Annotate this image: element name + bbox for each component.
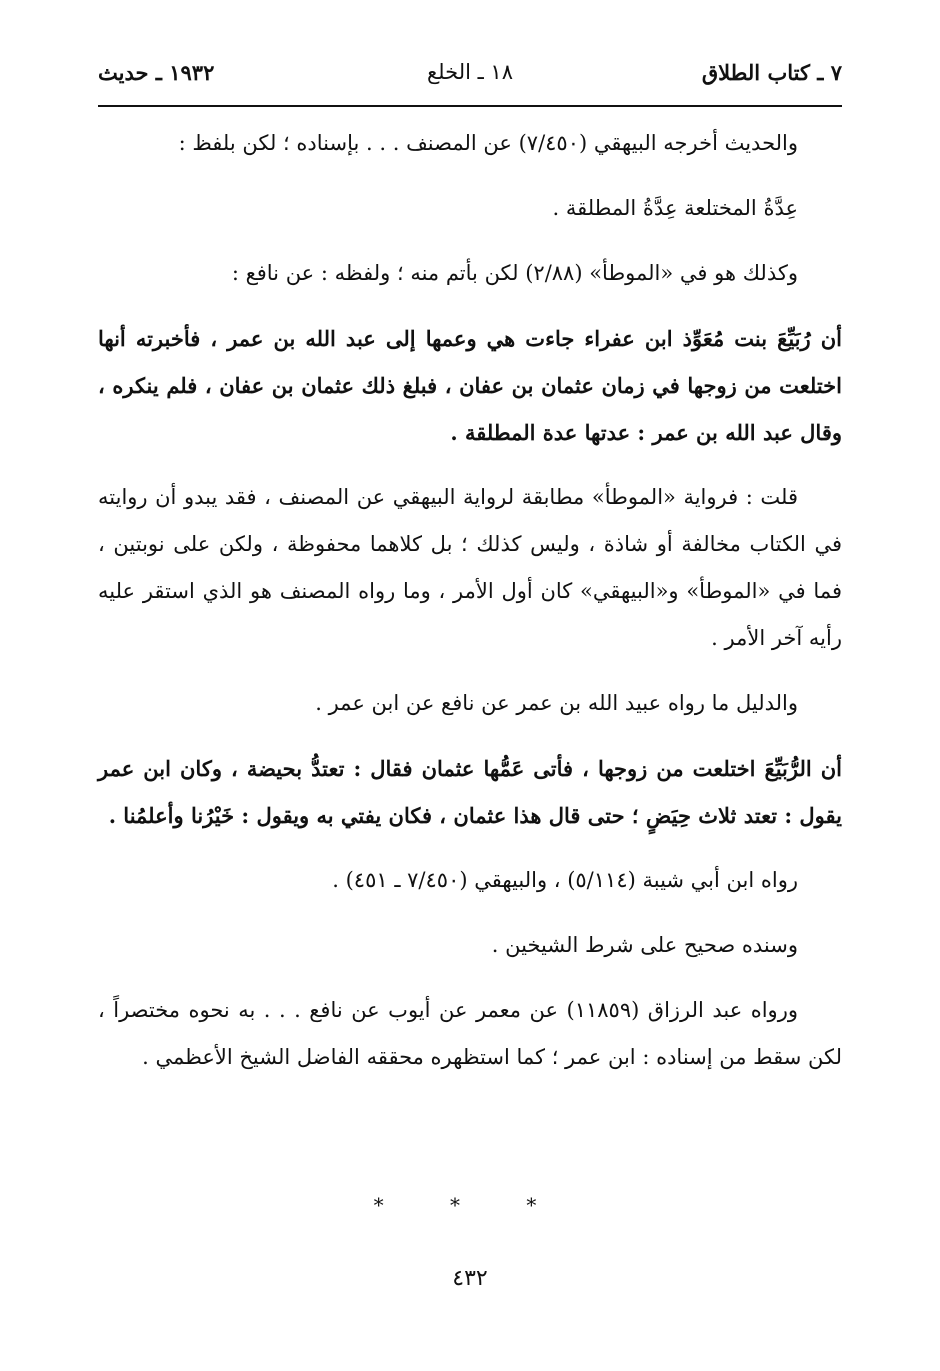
- running-header: [98, 60, 842, 100]
- paragraph-3: وكذلك هو في «الموطأ» (٢/٨٨) لكن بأتم منه ؛ ولفظه : عن نافع :: [231, 261, 798, 285]
- paragraph-9: وسنده صحيح على شرط الشيخين .: [491, 933, 798, 957]
- header-hadith-number: ١٩٣٢ ـ حديث: [98, 60, 215, 85]
- paragraph-4-quote: أن رُبَيِّعَ بنت مُعَوِّذ ابن عفراء جاءت هي وعمها إلى عبد الله بن عمر ، فأخبرته أنها اختلعت من زوجها في زمان عثمان بن عفان ، فبلغ ذلك عثمان بن عفان ، فلم ينكره ، وقال عبد الله بن عمر : عدتها عدة المطلقة .: [98, 326, 842, 445]
- paragraph-5: قلت : فرواية «الموطأ» مطابقة لرواية البيهقي عن المصنف ، فقد يبدو أن روايته في الكتاب مخالفة أو شاذة ، وليس كذلك ؛ بل كلاهما محفوظة ، ولكن على نوبتين ، فما في «الموطأ» و«البيهقي» كان أول الأمر ، وما رواه المصنف هو الذي استقر عليه رأيه آخر الأمر .: [98, 485, 842, 650]
- header-chapter-title: ١٨ ـ الخلع: [427, 60, 513, 84]
- paragraph-7-quote: أن الرُّبَيِّعَ اختلعت من زوجها ، فأتى عَمُّها عثمان فقال : تعتدُّ بحيضة ، وكان ابن عمر يقول : تعتد ثلاث حِيَضٍ ؛ حتى قال هذا عثمان ، فكان يفتي به ويقول : خَيْرُنا وأعلمُنا .: [98, 756, 842, 828]
- paragraph-2-quote: عِدَّةُ المختلعة عِدَّةُ المطلقة .: [552, 196, 798, 220]
- paragraph-1: والحديث أخرجه البيهقي (٧/٤٥٠) عن المصنف . . . بإسناده ؛ لكن بلفظ :: [178, 131, 798, 155]
- paragraph-8: رواه ابن أبي شيبة (٥/١١٤) ، والبيهقي (٧/٤٥٠ ـ ٤٥١) .: [332, 868, 798, 892]
- page-body: [98, 120, 842, 1099]
- header-book-title: ٧ ـ كتاب الطلاق: [701, 60, 842, 85]
- paragraph-6: والدليل ما رواه عبيد الله بن عمر عن نافع عن ابن عمر .: [315, 691, 798, 715]
- paragraph-10: ورواه عبد الرزاق (١١٨٥٩) عن معمر عن أيوب عن نافع . . . به نحوه مختصراً ، لكن سقط من إسناده : ابن عمر ؛ كما استظهره محققه الفاضل الشيخ الأعظمي .: [98, 998, 842, 1069]
- header-rule: [98, 105, 842, 107]
- page-number: ٤٣٢: [452, 1266, 488, 1291]
- section-separator: * * *: [373, 1193, 567, 1217]
